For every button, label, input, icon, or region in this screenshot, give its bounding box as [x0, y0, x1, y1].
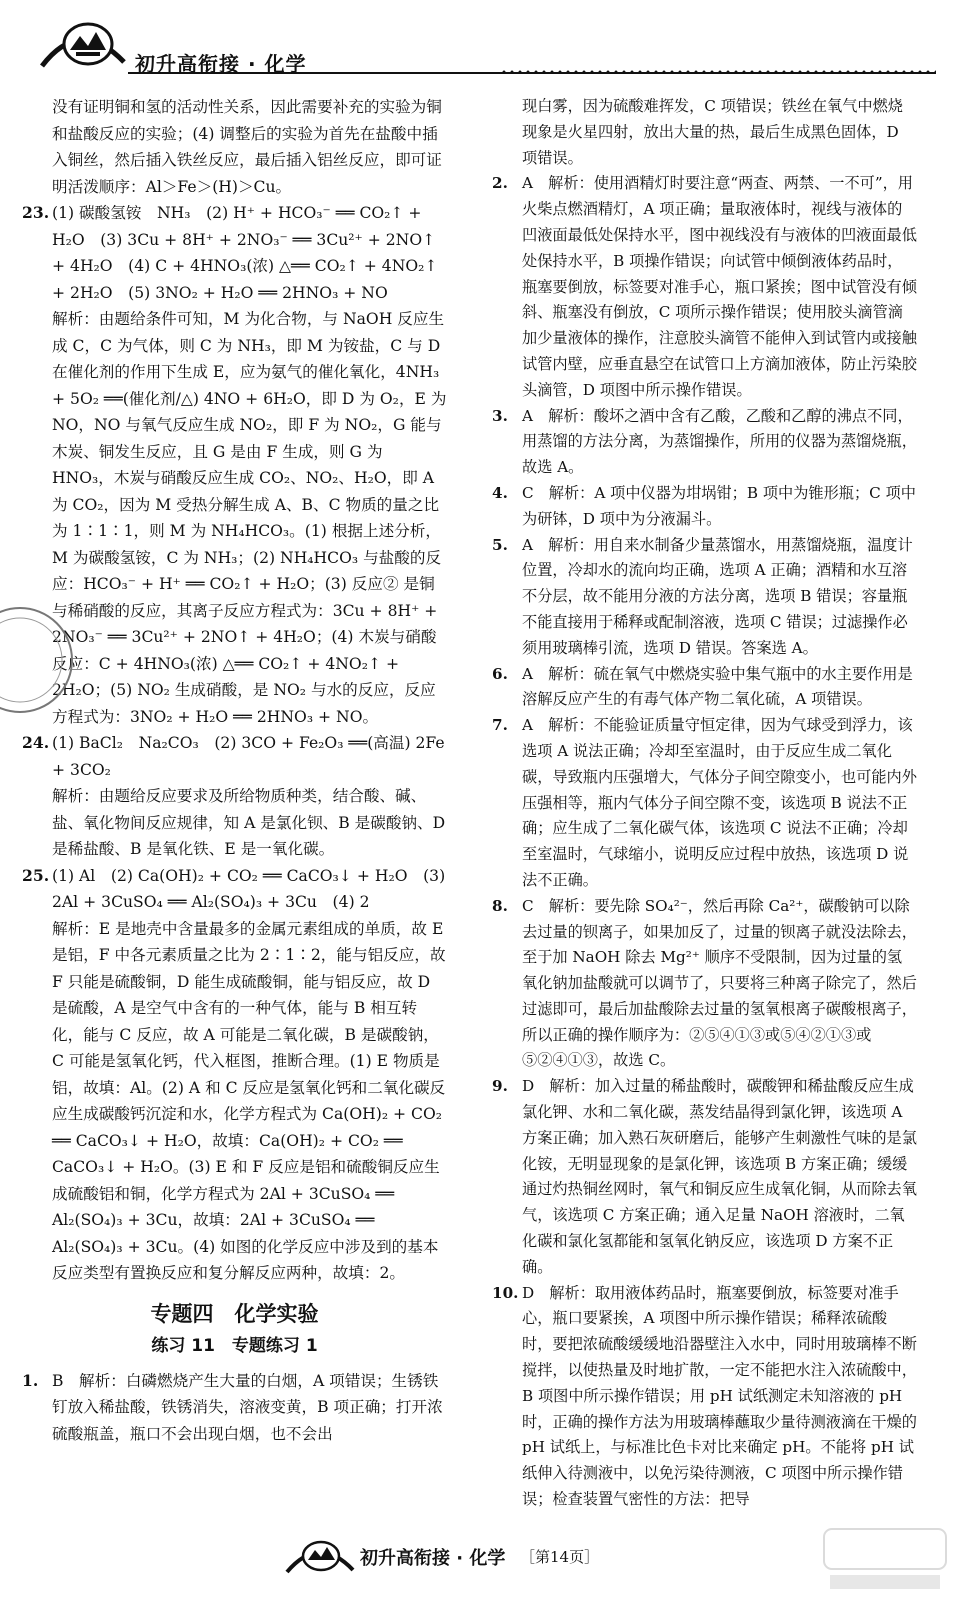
answer-number: 8. [492, 896, 508, 915]
book-logo-icon [285, 1530, 355, 1578]
answer-text: D 解析：加入过量的稀盐酸时，碳酸钾和稀盐酸反应生成氯化钾、水和二氧化碳，蒸发结晶得到氯化钾，该选项 A 方案正确；加入熟石灰研磨后，能够产生刺激性气味的是氯化铵，无明显现象的是氯化钾，该选项 B 方案正确；缓缓通过灼热铜丝网时，氧气和铜反应生成氧化铜，从而除去氧气，该选项 C 方案正确；通入足量 NaOH 溶液时，二氧化碳和氯化氢都能和氢氧化钠反应，该选项 D 方案不正确。 [522, 1077, 917, 1276]
answer-text: A 解析：硫在氧气中燃烧实验中集气瓶中的水主要作用是溶解反应产生的有毒气体产物二氧化硫，A 项错误。 [522, 664, 913, 709]
section-title: 专题四 化学实验 [150, 1301, 319, 1326]
answer-text: C 解析：A 项中仪器为坩埚钳；B 项中为锥形瓶；C 项中为研钵，D 项中为分液漏斗。 [522, 483, 916, 528]
analysis-text: 解析：E 是地壳中含量最多的金属元素组成的单质，故 E 是铝，F 中各元素质量之比为 2∶1∶2，能与铝反应，故 F 只能是硫酸铜，D 能生成硫酸铜，能与铝反应，故 D 是硫酸，A 是空气中含有的一种气体，能与 B 相互转化，能与 C 反应，故 A 可能是二氧化碳，B 是碳酸钠，C 可能是氢氧化钙，代入框图，推断合理。(1) E 物质是铝，故填：Al。(2) A 和 C 反应是氢氧化钙和二氧化碳反应生成碳酸钙沉淀和水，化学方程式为 Ca(OH)₂ + CO₂ ══ CaCO₃↓ + H₂O，故填：Ca(OH)₂ + CO₂ ══ CaCO₃↓ + H₂O。(3) E 和 F 反应是铝和硫酸铜反应生成硫酸铝和铜，化学方程式为 2Al + 3CuSO₄ ══ Al₂(SO₄)₃ + 3Cu，故填：2Al + 3CuSO₄ ══ Al₂(SO₄)₃ + 3Cu。(4) 如图的化学反应中涉及到的基本反应类型有置换反应和复分解反应两种，故填：2。 [52, 919, 446, 1282]
header-dots [500, 68, 936, 76]
analysis-item [22, 916, 447, 1287]
answer-item [492, 171, 917, 403]
answer-number: 3. [492, 406, 508, 425]
answer-number: 10. [492, 1283, 519, 1302]
answer-item [492, 533, 917, 662]
right-column [492, 94, 917, 1513]
answer-text: A 解析：使用酒精灯时要注意“两查、两禁、一不可”，用火柴点燃酒精灯，A 项正确；量取液体时，视线与液体的凹液面最低处保持水平，图中视线没有与液体的凹液面最低处保持水平，B 项操作错误；向试管中倾倒液体药品时，瓶塞要倒放，标签要对准手心，瓶口紧挨；图中试管没有倾斜、瓶塞没有倒放，C 项所示操作错误；使用胶头滴管滴加少量液体的操作，注意胶头滴管不能伸入到试管内或接触试管内壁，应垂直悬空在试管口上方滴加液体，防止污染胶头滴管，D 项图中所示操作错误。 [522, 174, 917, 399]
answer-item [22, 200, 447, 306]
answer-item [492, 713, 917, 894]
left-column [22, 94, 447, 1447]
answer-text: A 解析：酸坏之酒中含有乙酸，乙酸和乙醇的沸点不同，用蒸馏的方法分离，为蒸馏操作，所用的仪器为蒸馏烧瓶，故选 A。 [522, 406, 917, 477]
answer-text: (1) BaCl₂ Na₂CO₃ (2) 3CO + Fe₂O₃ ══(高温) 2Fe + 3CO₂ [52, 734, 445, 779]
answer-number: 5. [492, 535, 508, 554]
answer-number: 9. [492, 1077, 508, 1096]
analysis-item [22, 306, 447, 730]
page-number: ［第14页］ [520, 1548, 600, 1566]
analysis-item [22, 783, 447, 863]
answer-number: 4. [492, 483, 508, 502]
answer-text: (1) Al (2) Ca(OH)₂ + CO₂ ══ CaCO₃↓ + H₂O (3) 2Al + 3CuSO₄ ══ Al₂(SO₄)₃ + 3Cu (4) 2 [52, 866, 446, 911]
answer-item [22, 1368, 447, 1448]
book-logo-icon [40, 6, 126, 76]
answer-item [22, 730, 447, 783]
answer-item [22, 94, 447, 200]
answer-item [492, 94, 917, 171]
analysis-text: 解析：由题给条件可知，M 为化合物，与 NaOH 反应生成 C，C 为气体，则 C 为 NH₃，即 M 为铵盐，C 与 D 在催化剂的作用下生成 E，应为氨气的催化氧化，4NH₃ + 5O₂ ══(催化剂/△) 4NO + 6H₂O，即 D 为 O₂，E 为 NO，NO 与氧气反应生成 NO₂，即 F 为 NO₂，G 能与木炭、铜发生反应，且 G 是由 F 生成，则 G 为 HNO₃，木炭与硝酸反应生成 CO₂、NO₂、H₂O，即 A 为 CO₂，因为 M 受热分解生成 A、B、C 物质的量之比为 1∶1∶1，则 M 为 NH₄HCO₃。(1) 根据上述分析，M 为碳酸氢铵，C 为 NH₃；(2) NH₄HCO₃ 与盐酸的反应：HCO₃⁻ + H⁺ ══ CO₂↑ + H₂O；(3) 反应② 是铜与稀硝酸的反应，其离子反应方程式为：3Cu + 8H⁺ + 2NO₃⁻ ══ 3Cu²⁺ + 2NO↑ + 4H₂O；(4) 木炭与硝酸反应：C + 4HNO₃(浓) △══ CO₂↑ + 4NO₂↑ + 2H₂O；(5) NO₂ 生成硝酸，是 NO₂ 与水的反应，反应方程式为：3NO₂ + H₂O ══ 2HNO₃ + NO。 [52, 310, 447, 726]
page-header [0, 0, 960, 80]
answer-text: A 解析：不能验证质量守恒定律，因为气球受到浮力，该选项 A 说法正确；冷却至室温时，由于反应生成二氧化碳，导致瓶内压强增大，气体分子间空隙变小，也可能内外压强相等，瓶内气体分子间空隙不变，该选项 B 说法不正确；应生成了二氧化碳气体，该选项 C 说法不正确；冷却至室温时，气球缩小，说明反应过程中放热，该选项 D 说法不正确。 [522, 716, 917, 889]
answer-number: 24. [22, 733, 50, 752]
analysis-text: 解析：由题给反应要求及所给物质种类，结合酸、碱、盐、氧化物间反应规律，知 A 是氯化钡、B 是碳酸钠、D 是稀盐酸、B 是氧化铁、E 是一氧化碳。 [52, 787, 446, 858]
answer-number: 7. [492, 716, 508, 735]
answer-number: 6. [492, 664, 508, 683]
header-title: 初升高衔接 · 化学 [135, 52, 307, 76]
answer-text: 现白雾，因为硫酸难挥发，C 项错误；铁丝在氧气中燃烧现象是火星四射，放出大量的热，最后生成黑色固体，D 项错误。 [522, 97, 903, 167]
page-footer [0, 1530, 960, 1590]
answer-number: 23. [22, 203, 50, 222]
answer-item [492, 894, 917, 1075]
answer-text: 没有证明铜和氢的活动性关系，因此需要补充的实验为铜和盐酸反应的实验；(4) 调整后的实验为首先在盐酸中插入铜丝，然后插入铁丝反应，最后插入铝丝反应，即可证明活泼顺序：Al＞Fe＞(H)＞Cu。 [52, 98, 442, 196]
footer-title: 初升高衔接 · 化学 [360, 1548, 506, 1569]
answer-item [492, 1074, 917, 1280]
answer-text: C 解析：要先除 SO₄²⁻，然后再除 Ca²⁺，碳酸钠可以除去过量的钡离子，如果加反了，过量的钡离子就没法除去，至于加 NaOH 除去 Mg²⁺ 顺序不受限制，因为过量的氢氧化钠加盐酸就可以调节了，只要将三种离子除完了，然后过滤即可，最后加盐酸除去过量的氢氧根离子碳酸根离子，所以正确的操作顺序为：②⑤④①③或⑤④②①③或⑤②④①③，故选 C。 [522, 896, 917, 1070]
answer-item [492, 404, 917, 481]
answer-item [492, 481, 917, 533]
answer-number: 1. [22, 1370, 39, 1390]
answer-item [22, 863, 447, 916]
answer-text: B 解析：白磷燃烧产生大量的白烟，A 项错误；生锈铁钉放入稀盐酸，铁锈消失，溶液变黄，B 项正确；打开浓硫酸瓶盖，瓶口不会出现白烟，也不会出 [52, 1371, 443, 1443]
circular-stamp-icon [0, 600, 75, 720]
answer-site-watermark-icon [820, 1525, 950, 1595]
subsection-title: 练习 11 专题练习 1 [151, 1336, 318, 1356]
answer-number: 2. [492, 174, 508, 193]
answer-item [492, 1281, 917, 1513]
answer-text: D 解析：取用液体药品时，瓶塞要倒放，标签要对准手心，瓶口要紧挨，A 项图中所示操作错误；稀释浓硫酸时，要把浓硫酸缓缓地沿器壁注入水中，同时用玻璃棒不断搅拌，以使热量及时地扩散，一定不能把水注入浓硫酸中，B 项图中所示操作错误；用 pH 试纸测定未知溶液的 pH 时，正确的操作方法为用玻璃棒蘸取少量待测液滴在干燥的 pH 试纸上，与标准比色卡对比来确定 pH。不能将 pH 试纸伸入待测液中，以免污染待测液，C 项图中所示操作错误；检查装置气密性的方法：把导 [522, 1283, 917, 1509]
answer-text: A 解析：用自来水制备少量蒸馏水，用蒸馏烧瓶，温度计位置，冷却水的流向均正确，选项 A 正确；酒精和水互溶不分层，故不能用分液的方法分离，选项 B 错误；容量瓶不能直接用于稀释或配制溶液，选项 C 错误；过滤操作必须用玻璃棒引流，选项 D 错误。答案选 A。 [522, 535, 913, 657]
answer-item [492, 662, 917, 714]
answer-number: 25. [22, 865, 50, 885]
answer-text: (1) 碳酸氢铵 NH₃ (2) H⁺ + HCO₃⁻ ══ CO₂↑ + H₂O (3) 3Cu + 8H⁺ + 2NO₃⁻ ══ 3Cu²⁺ + 2NO↑ + 4H₂O (4) C + 4HNO₃(浓) △══ CO₂↑ + 4NO₂↑ + 2H₂O (5) 3NO₂ + H₂O ══ 2HNO₃ + NO [52, 204, 438, 302]
